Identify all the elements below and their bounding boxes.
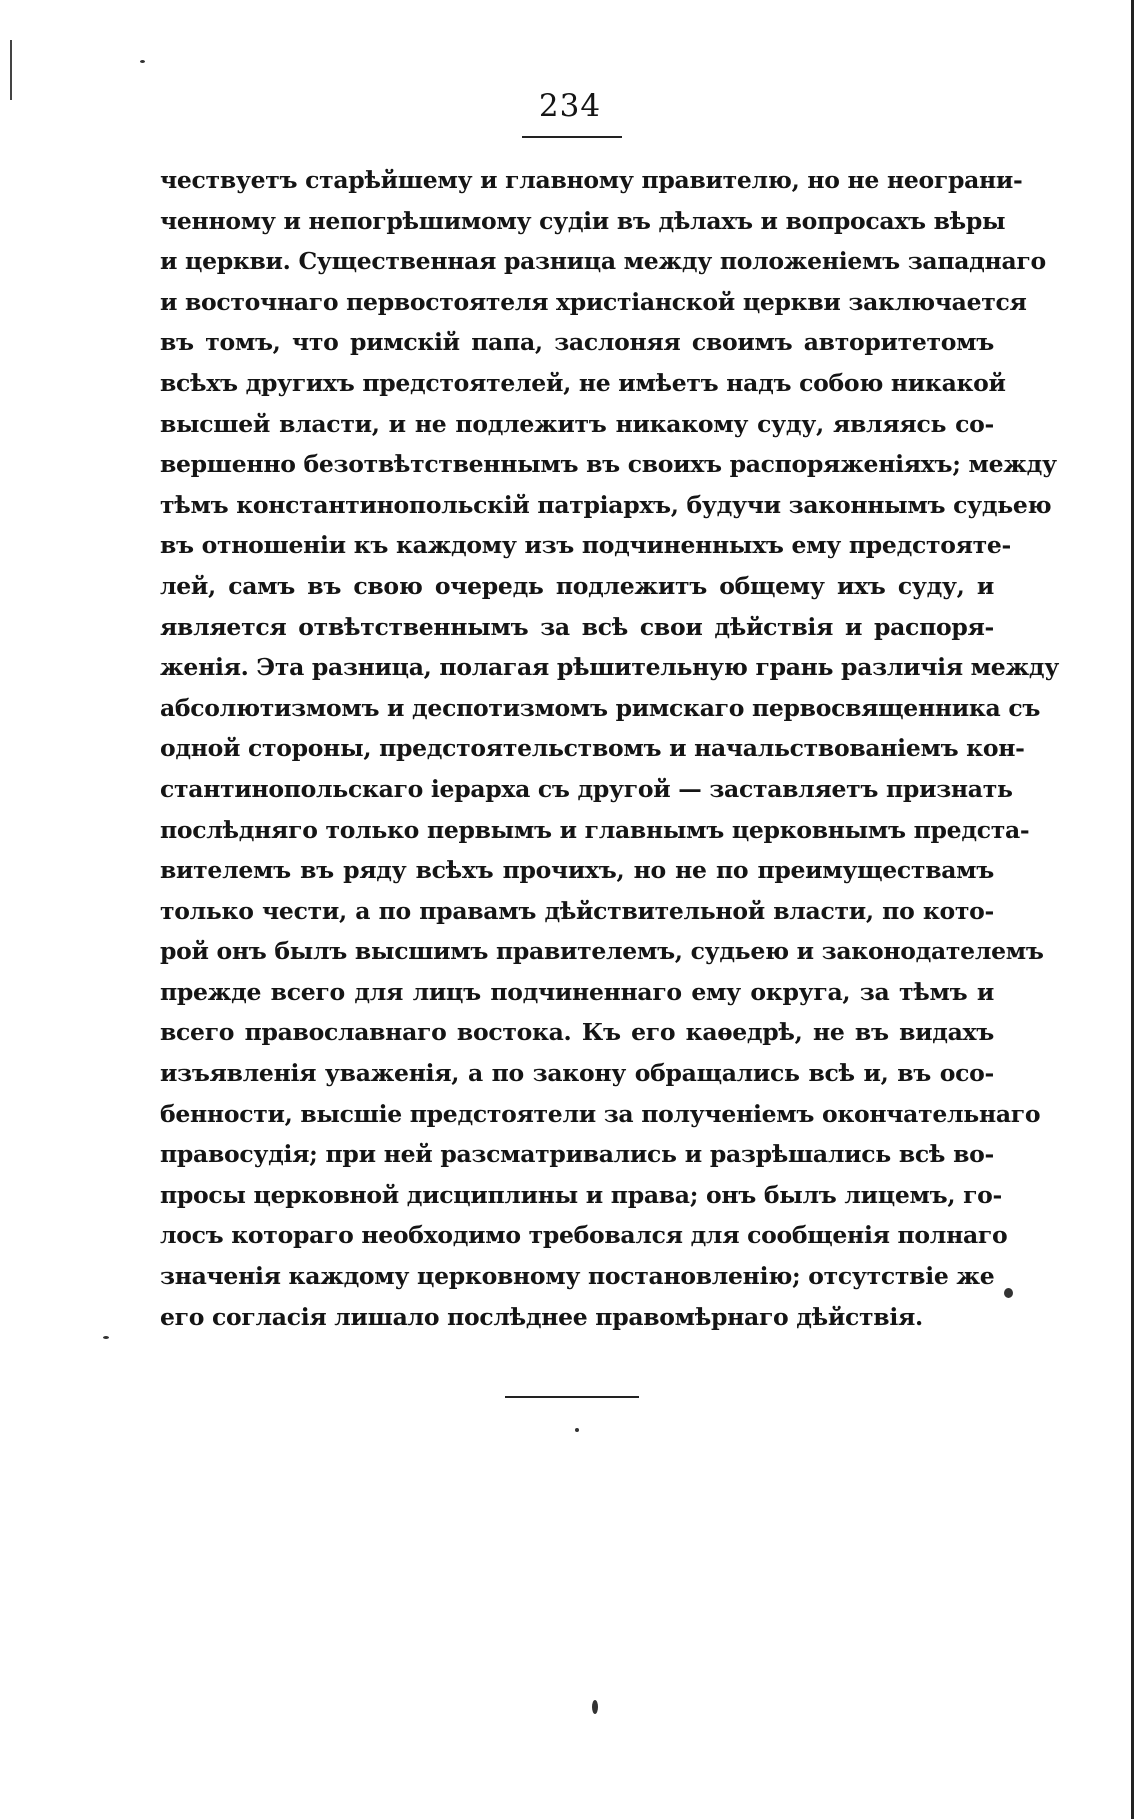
body-text <box>160 160 1059 1337</box>
ink-speck <box>140 60 145 63</box>
end-divider <box>505 1396 639 1398</box>
text-line: рой онъ былъ высшимъ правителемъ, судьею и законодателемъ <box>160 937 1044 966</box>
text-line: женія. Эта разница, полагая рѣшительную грань различія между <box>160 653 1059 682</box>
text-line: всѣхъ другихъ предстоятелей, не имѣетъ надъ собою никакой <box>160 368 1006 397</box>
scan-edge-right <box>1131 0 1134 1819</box>
text-line: лей, самъ въ свою очередь подлежитъ общему ихъ суду, и <box>160 571 994 600</box>
text-line: въ отношеніи къ каждому изъ подчиненныхъ ему предстояте- <box>160 531 1012 560</box>
text-line: чествуетъ старѣйшему и главному правителю, но не неограни- <box>160 166 1023 194</box>
text-line: вителемъ въ ряду всѣхъ прочихъ, но не по преимуществамъ <box>160 856 994 885</box>
text-line: лосъ котораго необходимо требовался для сообщенія полнаго <box>160 1221 1008 1250</box>
text-line-last: его согласія лишало послѣднее правомѣрнаго дѣйствія. <box>160 1302 923 1331</box>
ink-speck <box>1004 1288 1013 1298</box>
ink-speck <box>592 1700 598 1714</box>
text-line: является отвѣтственнымъ за всѣ свои дѣйствія и распоря- <box>160 612 994 641</box>
text-line: прежде всего для лицъ подчиненнаго ему округа, за тѣмъ и <box>160 977 994 1006</box>
text-line: просы церковной дисциплины и права; онъ былъ лицемъ, го- <box>160 1180 1003 1209</box>
text-line: значенія каждому церковному постановленію; отсутствіе же <box>160 1262 995 1291</box>
ink-speck <box>103 1336 109 1339</box>
text-line: вершенно безотвѣтственнымъ въ своихъ распоряженіяхъ; между <box>160 450 1057 479</box>
text-line: послѣдняго только первымъ и главнымъ церковнымъ предста- <box>160 815 1030 844</box>
text-line: абсолютизмомъ и деспотизмомъ римскаго первосвященника съ <box>160 693 1041 722</box>
text-line: ченному и непогрѣшимому судіи въ дѣлахъ и вопросахъ вѣры <box>160 206 1006 235</box>
text-line: высшей власти, и не подлежитъ никакому суду, являясь со- <box>160 409 994 438</box>
text-line: только чести, а по правамъ дѣйствительной власти, по кото- <box>160 896 994 925</box>
page-number: 234 <box>538 88 602 124</box>
text-line: въ томъ, что римскій папа, заслоняя своимъ авторитетомъ <box>160 328 994 357</box>
page-number-underline <box>522 136 622 138</box>
text-line: одной стороны, предстоятельствомъ и начальствованіемъ кон- <box>160 734 1025 763</box>
text-line: правосудія; при ней разсматривались и разрѣшались всѣ во- <box>160 1140 994 1169</box>
text-line: изъявленія уваженія, а по закону обращались всѣ и, въ осо- <box>160 1059 994 1088</box>
text-line: стантинопольскаго іерарха съ другой — заставляетъ признать <box>160 774 1013 803</box>
text-line: и восточнаго первостоятеля христіанской церкви заключается <box>160 287 1027 316</box>
text-line: и церкви. Существенная разница между положеніемъ западнаго <box>160 247 1046 276</box>
ink-speck <box>575 1428 579 1432</box>
text-line: тѣмъ константинопольскій патріархъ, будучи законнымъ судьею <box>160 490 1052 519</box>
text-line: бенности, высшіе предстоятели за полученіемъ окончательнаго <box>160 1099 1041 1128</box>
text-line: всего православнаго востока. Къ его каѳедрѣ, не въ видахъ <box>160 1018 994 1047</box>
